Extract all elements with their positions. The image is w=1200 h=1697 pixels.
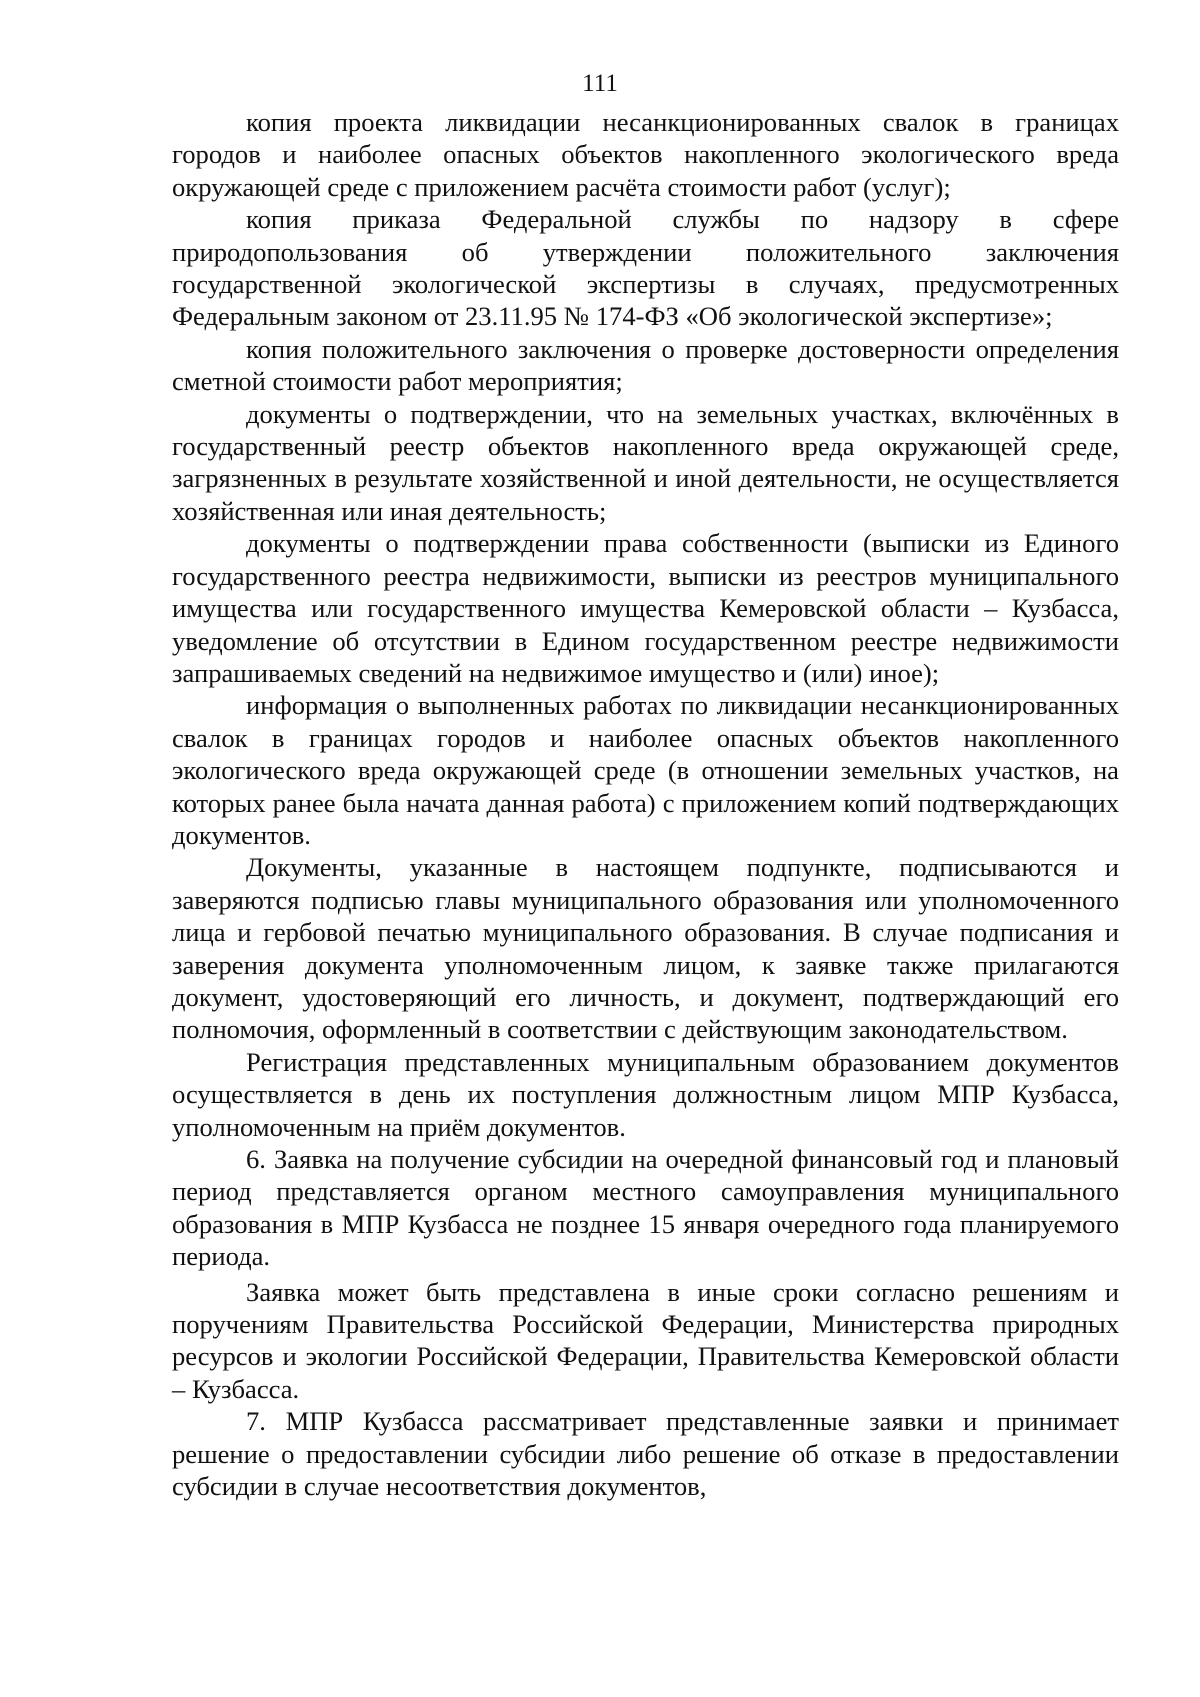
paragraph-completed-work-info: информация о выполненных работах по ликвидации несанкционированных свалок в границах городов и наиболее опасных объектов накопленного экологического вреда окружающей среде (в отношении земельных участков, на которых ранее была начата данная работа) с приложением копий подтверждающих документов.: [172, 690, 1119, 850]
paragraph-ownership-confirmation: документы о подтверждении права собственности (выписки из Единого государственного реестра недвижимости, выписки из реестров муниципального имущества или государственного имущества Кемеровской области – Кузбасса, уведомление об отсутствии в Едином государственном реестре недвижимости запрашиваемых сведений на недвижимое имущество и (или) иное);: [172, 528, 1119, 688]
paragraph-documents-signing: Документы, указанные в настоящем подпункте, подписываются и заверяются подписью главы муниципального образования или уполномоченного лица и гербовой печатью муниципального образования. В случае подписания и заверения документа уполномоченным лицом, к заявке также прилагаются документ, удостоверяющий его личность, и документ, подтверждающий его полномочия, оформленный в соответствии с действующим законодательством.: [172, 852, 1119, 1045]
paragraph-conclusion-copy: копия положительного заключения о проверке достоверности определения сметной стоимости работ мероприятия;: [172, 333, 1119, 397]
paragraph-item-6: 6. Заявка на получение субсидии на очередной финансовый год и плановый период представляется органом местного самоуправления муниципального образования в МПР Кузбасса не позднее 15 января очередного года планируемого периода.: [172, 1144, 1119, 1272]
paragraph-registration: Регистрация представленных муниципальным образованием документов осуществляется в день их поступления должностным лицом МПР Кузбасса, уполномоченным на приём документов.: [172, 1046, 1119, 1142]
paragraph-other-terms: Заявка может быть представлена в иные сроки согласно решениям и поручениям Правительства Российской Федерации, Министерства природных ресурсов и экологии Российской Федерации, Правительства Кемеровской области – Кузбасса.: [172, 1276, 1119, 1404]
document-body: [172, 106, 1119, 1502]
paragraph-project-copy: копия проекта ликвидации несанкционированных свалок в границах городов и наиболее опасных объектов накопленного экологического вреда окружающей среде с приложением расчёта стоимости работ (услуг);: [172, 107, 1119, 202]
page-number: 111: [582, 70, 618, 97]
paragraph-order-copy: копия приказа Федеральной службы по надзору в сфере природопользования об утверждении положительного заключения государственной экологической экспертизы в случаях, предусмотренных Федеральным законом от 23.11.95 № 174-ФЗ «Об экологической экспертизе»;: [172, 204, 1119, 332]
paragraph-item-7: 7. МПР Кузбасса рассматривает представленные заявки и принимает решение о предоставлении субсидии либо решение об отказе в предоставлении субсидии в случае несоответствия документов,: [172, 1406, 1119, 1502]
paragraph-land-confirmation: документы о подтверждении, что на земельных участках, включённых в государственный реестр объектов накопленного вреда окружающей среде, загрязненных в результате хозяйственной и иной деятельности, не осуществляется хозяйственная или иная деятельность;: [172, 398, 1119, 526]
